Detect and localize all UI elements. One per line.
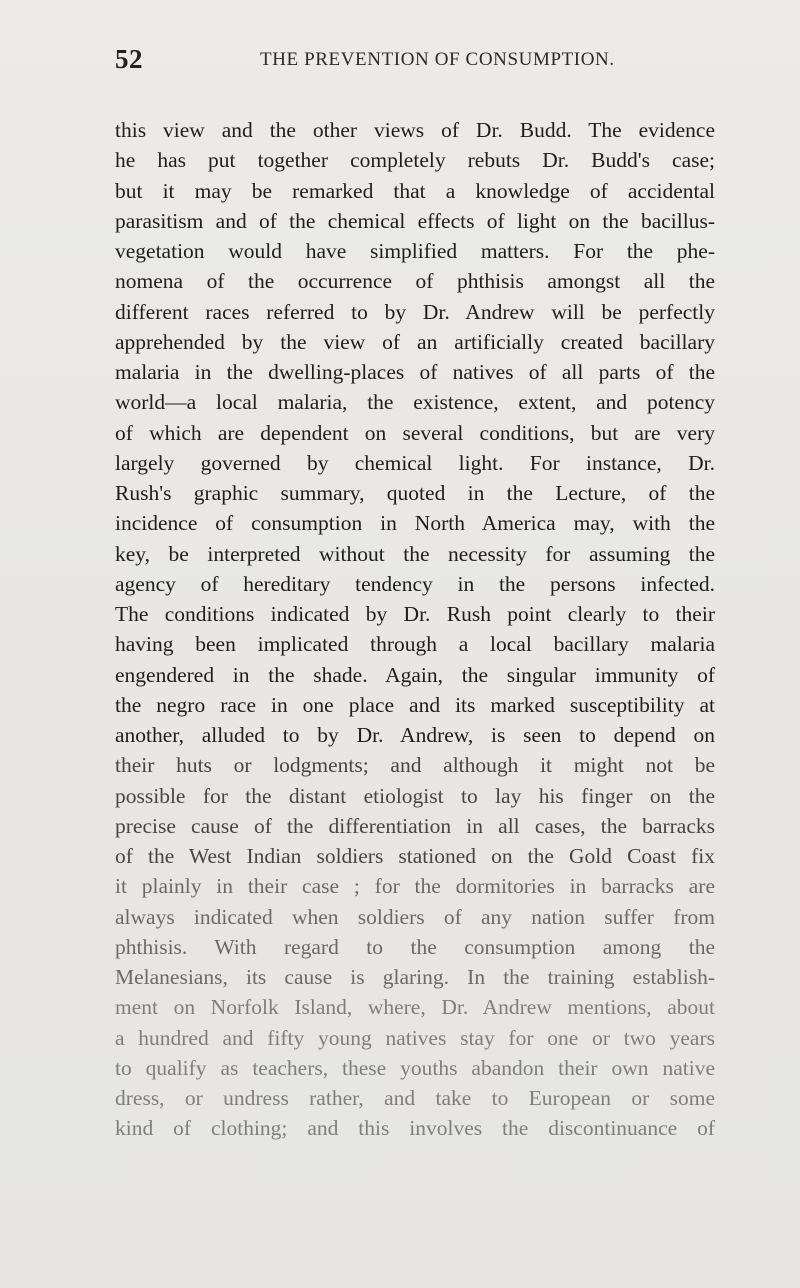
text-line: world—a local malaria, the existence, extent, and potency: [115, 390, 715, 415]
text-line: always indicated when soldiers of any nation suffer from: [115, 904, 715, 929]
text-line: apprehended by the view of an artificially created bacillary: [115, 329, 715, 354]
text-line: of the West Indian soldiers stationed on the Gold Coast fix: [115, 844, 715, 868]
text-line: but it may be remarked that a knowledge of accidental: [115, 178, 715, 203]
text-line: Melanesians, its cause is glaring. In the training establish-: [115, 965, 715, 989]
text-line: largely governed by chemical light. For instance, Dr.: [115, 450, 715, 475]
text-line: their huts or lodgments; and although it might not be: [115, 753, 715, 778]
text-line: engendered in the shade. Again, the singular immunity of: [115, 662, 715, 687]
text-line: having been implicated through a local bacillary malaria: [115, 632, 715, 657]
text-line: ment on Norfolk Island, where, Dr. Andrew mentions, about: [115, 995, 715, 1020]
running-title: THE PREVENTION OF CONSUMPTION.: [260, 49, 615, 70]
text-line: the negro race in one place and its marked susceptibility at: [115, 692, 715, 717]
text-line: possible for the distant etiologist to lay his finger on the: [115, 783, 715, 808]
text-line: parasitism and of the chemical effects of light on the bacillus-: [115, 208, 715, 233]
text-line: key, be interpreted without the necessity for assuming the: [115, 541, 715, 566]
running-head: [115, 44, 715, 84]
text-line: of which are dependent on several conditions, but are very: [115, 420, 715, 445]
text-line: kind of clothing; and this involves the discontinuance of: [115, 1116, 715, 1141]
body-text: [115, 115, 715, 1144]
text-line: another, alluded to by Dr. Andrew, is seen to depend on: [115, 723, 715, 747]
text-line: vegetation would have simplified matters. For the phe-: [115, 239, 715, 263]
text-line: precise cause of the differentiation in all cases, the barracks: [115, 813, 715, 838]
text-line: it plainly in their case ; for the dormitories in barracks are: [115, 874, 715, 899]
text-line: Rush's graphic summary, quoted in the Lecture, of the: [115, 481, 715, 505]
text-line: to qualify as teachers, these youths abandon their own native: [115, 1055, 715, 1080]
text-line: this view and the other views of Dr. Budd. The evidence: [115, 118, 715, 142]
text-line: he has put together completely rebuts Dr. Budd's case;: [115, 148, 715, 173]
text-line: different races referred to by Dr. Andrew will be perfectly: [115, 299, 715, 324]
text-line: agency of hereditary tendency in the persons infected.: [115, 571, 715, 596]
text-line: The conditions indicated by Dr. Rush point clearly to their: [115, 602, 715, 626]
text-line: incidence of consumption in North America may, with the: [115, 511, 715, 536]
page-number: 52: [115, 44, 143, 74]
text-line: malaria in the dwelling-places of natives of all parts of the: [115, 360, 715, 384]
text-line: phthisis. With regard to the consumption among the: [115, 934, 715, 959]
text-line: nomena of the occurrence of phthisis amongst all the: [115, 269, 715, 294]
text-line: a hundred and fifty young natives stay for one or two years: [115, 1025, 715, 1050]
text-line: dress, or undress rather, and take to European or some: [115, 1086, 715, 1110]
